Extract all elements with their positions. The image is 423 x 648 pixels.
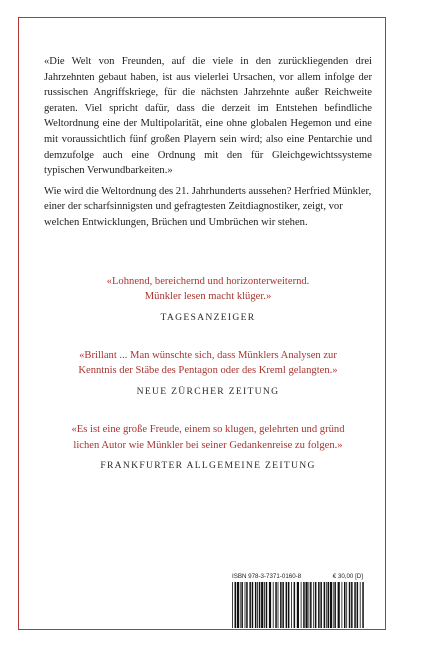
barcode-bar [313,582,314,628]
barcode-bar [249,582,251,628]
barcode-bar [320,582,322,628]
quote-line: Kenntnis der Stäbe des Pentagon oder des Kreml gelangten.» [78,365,338,377]
back-cover-content [44,54,372,473]
quote-line: «Es ist eine große Freude, einem so klugen, gelehrten und gründ [71,423,345,435]
barcode-bar [294,582,296,628]
barcode-bar [252,582,254,628]
barcode-bar [315,582,317,628]
barcode-bar [360,582,361,628]
review-quote-2 [38,348,378,399]
barcode-bar [246,582,248,628]
barcode-bar [334,582,336,628]
isbn-number: ISBN 978-3-7371-0160-8 [232,573,302,580]
barcode-bar [357,582,359,628]
barcode-bar [240,582,241,628]
barcode-bar [354,582,356,628]
barcode-bar [259,582,261,628]
quote-line: lichen Autor wie Münkler bei seiner Gedankenreise zu folgen.» [73,439,343,451]
barcode-bar [282,582,284,628]
barcode-bar [235,582,237,628]
barcode-bar [280,582,282,628]
barcode-bar [237,582,239,628]
barcode-bar [318,582,320,628]
barcode-bar [344,582,346,628]
barcode-bar [288,582,290,628]
price-label: € 30,00 [D] [332,573,363,580]
review-quote-text [38,274,378,305]
review-quote-3 [38,422,378,473]
blurb-paragraph-2: Wie wird die Weltordnung des 21. Jahrhunderts aussehen? Herfried Münkler, einer der scharfsinnigsten und gefragtesten Zeitdiagnostiker, zeigt, vor welchen Entwicklungen, Brüchen und Umbrüchen wir stehen. [44,185,372,228]
barcode-bar [346,582,347,628]
barcode-bar [241,582,243,628]
review-quote-text [38,348,378,379]
quote-line: «Brillant ... Man wünschte sich, dass Münklers Analysen zur [79,349,337,361]
barcode-bar [269,582,271,628]
barcode-bar [338,582,340,628]
barcode-bar [351,582,353,628]
quote-line: Münkler lesen macht klüger.» [144,291,272,303]
barcode-bar [328,582,330,628]
barcode-bar [264,582,265,628]
review-quote-source: NEUE ZÜRCHER ZEITUNG [136,385,280,397]
barcode-bar [301,582,302,628]
barcode-bar [275,582,277,628]
barcode-bar [232,582,233,628]
review-quote-source: FRANKFURTER ALLGEMEINE ZEITUNG [100,460,316,472]
barcode-bar [266,582,268,628]
barcode-bar [324,582,326,628]
isbn-text-line [230,572,365,581]
barcode-bar [278,582,279,628]
barcode-bar [310,582,312,628]
barcode-bar [291,582,292,628]
barcode-bar [349,582,351,628]
barcode-bar [330,582,332,628]
barcode-bar [257,582,258,628]
quote-line: «Lohnend, bereichernd und horizonterweiternd. [106,275,310,287]
review-quote-text [38,422,378,453]
barcode-bar [261,582,263,628]
barcode-bar [273,582,274,628]
barcode-bar [326,582,327,628]
barcode-bar [297,582,299,628]
isbn-barcode [230,572,365,629]
barcode-bar [333,582,334,628]
blurb-paragraph-1: «Die Welt von Freunden, auf die viele in den zurückliegenden drei Jahrzehnten gebaut haben, ist aus vielerlei Ursachen, vor allem infolge der russischen Angriffskriege, für die nächsten Jahrzehnte außer Reichweite geraten. Viel spricht dafür, dass die derzeit im Entstehen befindliche Weltordnung eine der Multipolarität, eine ohne globalen Hegemon und eine mit voraussichtlich fünf großen Playern sein wird; also eine Pentarchie und demzufolge auch eine Ordnung mit den für Gleichgewichtssysteme typischen Verwundbarkeiten.» [44,56,372,177]
barcode-graphic [230,582,365,628]
barcode-bar [245,582,246,628]
barcode-bar [286,582,288,628]
barcode-bar [342,582,343,628]
barcode-bar [362,582,364,628]
review-quote-1 [38,274,378,325]
barcode-bar [306,582,308,628]
barcode-bar [309,582,310,628]
barcode-bar [255,582,257,628]
review-quote-source: TAGESANZEIGER [160,311,256,323]
barcode-bar [303,582,305,628]
